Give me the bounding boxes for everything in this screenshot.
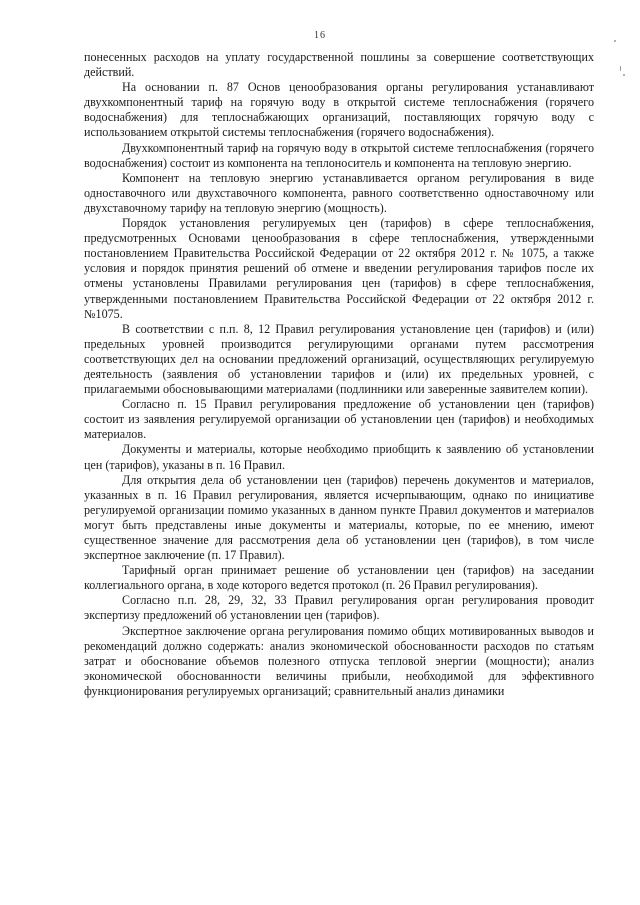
paragraph: понесенных расходов на уплату государственной пошлины за совершение соответствующих действий.	[84, 50, 594, 80]
paragraph: Для открытия дела об установлении цен (тарифов) перечень документов и материалов, указанных в п. 16 Правил регулирования, является исчерпывающим, однако по инициативе регулируемой организации помимо указанных в данном пункте Правил документов и материалов могут быть представлены иные документы и материалы, которые, по ее мнению, имеют существенное значение для рассмотрения дела об установлении цен (тарифов), в том числе экспертное заключение (п. 17 Правил).	[84, 472, 594, 563]
paragraph: Согласно п.п. 28, 29, 32, 33 Правил регулирования орган регулирования проводит экспертизу предложений об установлении цен (тарифов).	[84, 593, 594, 623]
page-number: 16	[314, 30, 326, 41]
scan-artifact	[614, 40, 616, 42]
document-body	[84, 50, 594, 699]
paragraph: Компонент на тепловую энергию устанавливается органом регулирования в виде одноставочного или двухставочного компонента, равного соответственно одноставочному или двухставочному тарифу на тепловую энергию (мощность).	[84, 170, 594, 215]
paragraph: Тарифный орган принимает решение об установлении цен (тарифов) на заседании коллегиального органа, в ходе которого ведется протокол (п. 26 Правил регулирования).	[84, 563, 594, 593]
paragraph: Порядок установления регулируемых цен (тарифов) в сфере теплоснабжения, предусмотренных Основами ценообразования в сфере теплоснабжения, утвержденными постановлением Правительства Российской Федерации от 22 октября 2012 г. № 1075, а также условия и порядок принятия решений об отмене и введении регулирования тарифов после их отмены установлены Правилами регулирования цен (тарифов) в сфере теплоснабжения, утвержденными постановлением Правительства Российской Федерации от 22 октября 2012 г. №1075.	[84, 216, 594, 321]
paragraph: На основании п. 87 Основ ценообразования органы регулирования устанавливают двухкомпонентный тариф на горячую воду в открытой системе теплоснабжения (горячего водоснабжения) для теплоснабжающих организаций, поставляющих горячую воду с использованием открытой системы теплоснабжения (горячего водоснабжения).	[84, 80, 594, 140]
scan-artifact	[623, 74, 625, 76]
scan-artifact	[620, 66, 621, 71]
paragraph: Экспертное заключение органа регулирования помимо общих мотивированных выводов и рекомендаций должно содержать: анализ экономической обоснованности расходов по статьям затрат и обоснование объемов полезного отпуска тепловой энергии (мощности); анализ экономической обоснованности величины прибыли, необходимой для эффективного функционирования регулируемых организаций; сравнительный анализ динамики	[84, 623, 594, 698]
paragraph: Согласно п. 15 Правил регулирования предложение об установлении цен (тарифов) состоит из заявления регулируемой организации об установлении цен (тарифов) и необходимых материалов.	[84, 397, 594, 442]
paragraph: Документы и материалы, которые необходимо приобщить к заявлению об установлении цен (тарифов), указаны в п. 16 Правил.	[84, 442, 594, 472]
paragraph: Двухкомпонентный тариф на горячую воду в открытой системе теплоснабжения (горячего водоснабжения) состоит из компонента на теплоноситель и компонента на тепловую энергию.	[84, 140, 594, 170]
paragraph: В соответствии с п.п. 8, 12 Правил регулирования установление цен (тарифов) и (или) предельных уровней производится регулирующими органами путем рассмотрения соответствующих дел на основании предложений организаций, осуществляющих регулируемую деятельность (заявления об установлении тарифов и (или) их предельных уровней, с прилагаемыми обосновывающими материалами (подлинники или заверенные заявителем копии).	[84, 321, 594, 397]
